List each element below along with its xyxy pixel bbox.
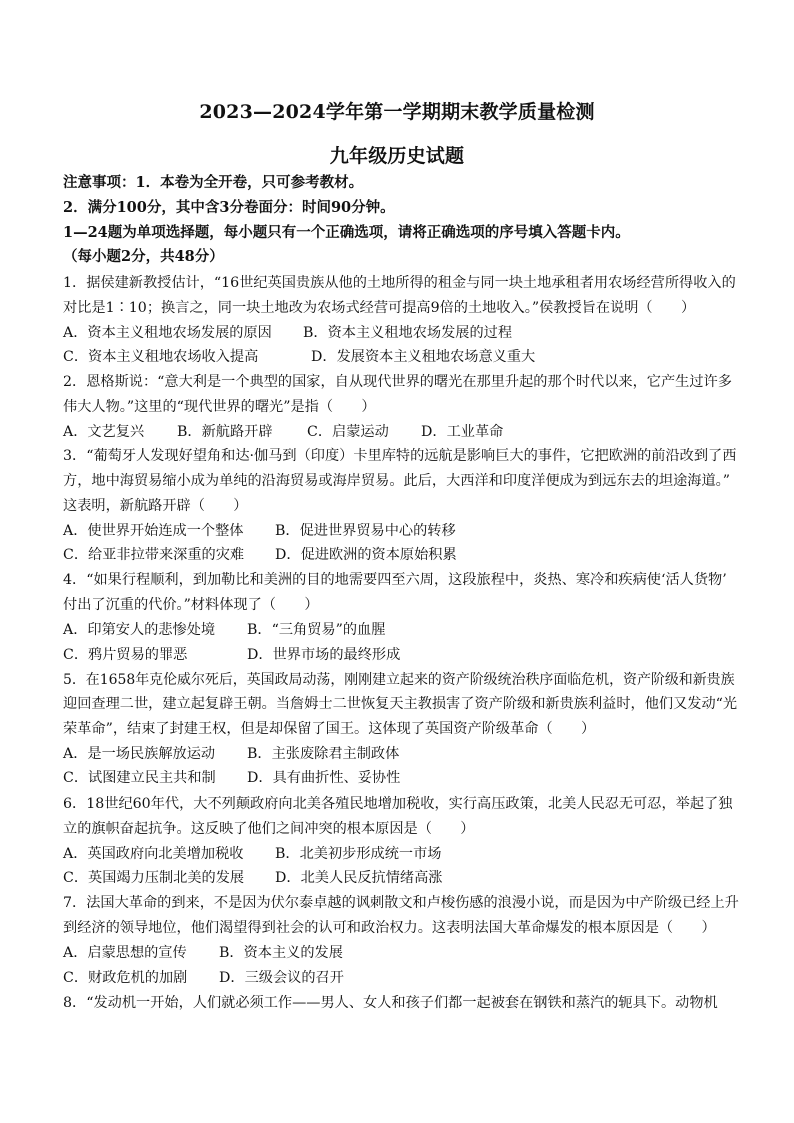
option-d: D．促进欧洲的资本原始积累	[275, 547, 457, 563]
option-d: D．北美人民反抗情绪高涨	[275, 870, 443, 886]
option-row	[63, 969, 743, 987]
exam-subtitle: 九年级历史试题	[329, 145, 465, 167]
option-d: D．世界市场的最终形成	[247, 647, 401, 663]
option-d: D．发展资本主义租地农场意义重大	[311, 349, 536, 365]
question-text: 8．“发动机一开始，人们就必须工作——男人、女人和孩子们都一起被套在钢铁和蒸汽的轭具下。动物机	[63, 995, 718, 1011]
option-a: A．是一场民族解放运动	[63, 746, 216, 762]
option-c: C．给亚非拉带来深重的灾难	[63, 547, 245, 563]
option-row	[63, 324, 743, 342]
question-text: 对比是1∶10；换言之，同一块土地改为农场式经营可提高9倍的土地收入。”侯教授旨在说明（ ）	[63, 300, 696, 316]
option-a: A．印第安人的悲惨处境	[63, 622, 216, 638]
notes-line: 2．满分100分，其中含3分卷面分：时间90分钟。	[63, 199, 395, 216]
option-row	[63, 745, 743, 763]
question-text: 这表明，新航路开辟（ ）	[63, 498, 248, 514]
option-row	[63, 646, 743, 664]
option-d: D．工业革命	[421, 424, 504, 440]
question-text: 到经济的领导地位，他们渴望得到社会的认可和政治权力。这表明法国大革命爆发的根本原因是（ ）	[63, 920, 716, 936]
notes-line: 注意事项：1．本卷为全开卷，只可参考教材。	[63, 174, 364, 191]
question-text: 7．法国大革命的到来，不是因为伏尔泰卓越的讽刺散文和卢梭伤感的浪漫小说，而是因为中产阶级已经上升	[63, 895, 739, 911]
exam-title: 2023—2024学年第一学期期末教学质量检测	[199, 101, 595, 123]
option-row	[63, 522, 743, 540]
question-text: 迎回查理二世，建立起复辟王朝。当詹姆士二世恢复天主教损害了资产阶级和新贵族利益时，他们又发动“光	[63, 696, 738, 712]
question-text: 方，地中海贸易缩小成为单纯的沿海贸易或海岸贸易。此后，大西洋和印度洋便成为到远东去的坦途海道。”	[63, 473, 730, 489]
question-text: 3．“葡萄牙人发现好望角和达·伽马到（印度）卡里库特的远航是影响巨大的事件，它把欧洲的前沿改到了西	[63, 448, 737, 464]
option-b: B．新航路开辟	[177, 424, 273, 440]
option-d: D．三级会议的召开	[219, 970, 344, 986]
option-row	[63, 423, 743, 441]
question-text: 立的旗帜奋起抗争。这反映了他们之间冲突的根本原因是（ ）	[63, 821, 475, 837]
question-text: 4．“如果行程顺利，到加勒比和美洲的目的地需要四至六周，这段旅程中，炎热、寒冷和疾病使‘活人货物’	[63, 572, 727, 588]
option-b: B．主张废除君主制政体	[247, 746, 400, 762]
option-b: B．促进世界贸易中心的转移	[275, 523, 456, 539]
question-text: 5．在1658年克伦威尔死后，英国政局动荡，刚刚建立起来的资产阶级统治秩序面临危机，资产阶级和新贵族	[63, 672, 735, 688]
option-a: A．英国政府向北美增加税收	[63, 846, 244, 862]
option-a: A．启蒙思想的宣传	[63, 945, 187, 961]
option-a: A．资本主义租地农场发展的原因	[63, 325, 272, 341]
option-b: B．资本主义的发展	[219, 945, 343, 961]
option-b: B．资本主义租地农场发展的过程	[303, 325, 513, 341]
option-row	[63, 348, 743, 366]
notes-line: 1—24题为单项选择题，每小题只有一个正确选项，请将正确选项的序号填入答题卡内。	[63, 224, 630, 241]
question-text: 1．据侯建新教授估计，“16世纪英国贵族从他的土地所得的租金与同一块土地承租者用农场经营所得收入的	[63, 275, 736, 291]
option-c: C．资本主义租地农场收入提高	[63, 349, 259, 365]
option-row	[63, 621, 743, 639]
option-b: B．北美初步形成统一市场	[275, 846, 442, 862]
option-row	[63, 769, 743, 787]
option-c: C．鸦片贸易的罪恶	[63, 647, 188, 663]
option-a: A．使世界开始连成一个整体	[63, 523, 244, 539]
option-c: C．英国竭力压制北美的发展	[63, 870, 245, 886]
question-text: 伟大人物。”这里的“现代世界的曙光”是指（ ）	[63, 399, 376, 415]
option-row	[63, 546, 743, 564]
notes-line: （每小题2分，共48分）	[63, 248, 224, 265]
option-d: D．具有曲折性、妥协性	[247, 770, 401, 786]
option-a: A．文艺复兴	[63, 424, 145, 440]
question-text: 6．18世纪60年代，大不列颠政府向北美各殖民地增加税收，实行高压政策，北美人民忍无可忍，举起了独	[63, 796, 733, 812]
option-b: B．“三角贸易”的血腥	[247, 622, 386, 638]
option-c: C．启蒙运动	[307, 424, 389, 440]
option-row	[63, 869, 743, 887]
question-text: 2．恩格斯说：“意大利是一个典型的国家，自从现代世界的曙光在那里升起的那个时代以来，它产生过许多	[63, 374, 732, 390]
question-text: 荣革命”，结束了封建王权，但是却保留了国王。这体现了英国资产阶级革命（ ）	[63, 721, 596, 737]
question-text: 付出了沉重的代价。”材料体现了（ ）	[63, 597, 319, 613]
option-row	[63, 944, 743, 962]
option-row	[63, 845, 743, 863]
option-c: C．财政危机的加剧	[63, 970, 188, 986]
option-c: C．试图建立民主共和制	[63, 770, 216, 786]
